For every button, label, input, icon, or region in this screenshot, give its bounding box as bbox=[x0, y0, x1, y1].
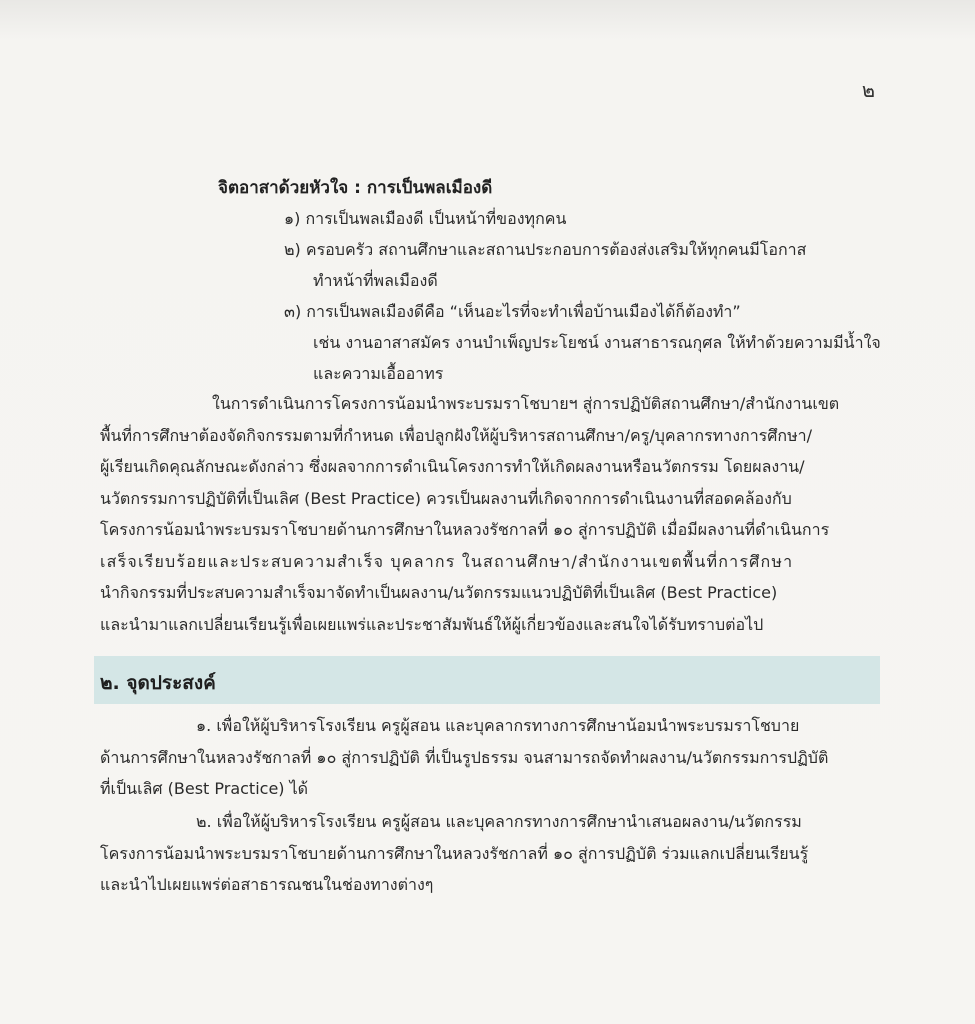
objective-2 bbox=[100, 806, 890, 901]
section-title: ๒. จุดประสงค์ bbox=[100, 672, 216, 694]
objective-line: และนำไปเผยแพร่ต่อสาธารณชนในช่องทางต่างๆ bbox=[100, 875, 434, 894]
intro-line: ในการดำเนินการโครงการน้อมนำพระบรมราโชบายฯ สู่การปฏิบัติสถานศึกษา/สำนักงานเขต bbox=[212, 394, 840, 413]
objective-line: ๑. เพื่อให้ผู้บริหารโรงเรียน ครูผู้สอน และบุคลากรทางการศึกษาน้อมนำพระบรมราโชบาย bbox=[196, 716, 800, 735]
objective-line: โครงการน้อมนำพระบรมราโชบายด้านการศึกษาในหลวงรัชกาลที่ ๑๐ สู่การปฏิบัติ ร่วมแลกเปลี่ยนเรียนรู้ bbox=[100, 843, 809, 863]
intro-line: เสร็จเรียบร้อยและประสบความสำเร็จ บุคลากร ในสถานศึกษา/สำนักงานเขตพื้นที่การศึกษา bbox=[100, 551, 794, 571]
virtue-item-2: ๒) ครอบครัว สถานศึกษาและสถานประกอบการต้องส่งเสริมให้ทุกคนมีโอกาส bbox=[284, 240, 807, 259]
intro-line: และนำมาแลกเปลี่ยนเรียนรู้เพื่อเผยแพร่และประชาสัมพันธ์ให้ผู้เกี่ยวข้องและสนใจได้รับทราบต่อไป bbox=[100, 614, 764, 634]
virtue-item-3: ๓) การเป็นพลเมืองดีคือ “เห็นอะไรที่จะทำเพื่อบ้านเมืองได้ก็ต้องทำ” bbox=[284, 302, 741, 321]
intro-line: นำกิจกรรมที่ประสบความสำเร็จมาจัดทำเป็นผลงาน/นวัตกรรมแนวปฏิบัติที่เป็นเลิศ (Best Practice) bbox=[100, 583, 778, 602]
objective-line: ด้านการศึกษาในหลวงรัชกาลที่ ๑๐ สู่การปฏิบัติ ที่เป็นรูปธรรม จนสามารถจัดทำผลงาน/นวัตกรรมการปฏิบัติ bbox=[100, 747, 829, 767]
virtue-item-1: ๑) การเป็นพลเมืองดี เป็นหน้าที่ของทุกคน bbox=[284, 209, 567, 228]
page-number: ๒ bbox=[861, 78, 875, 102]
intro-line: ผู้เรียนเกิดคุณลักษณะดังกล่าว ซึ่งผลจากการดำเนินโครงการทำให้เกิดผลงานหรือนวัตกรรม โดยผลงาน/ bbox=[100, 457, 805, 476]
intro-line: พื้นที่การศึกษาต้องจัดกิจกรรมตามที่กำหนด เพื่อปลูกฝังให้ผู้บริหารสถานศึกษา/ครู/บุคลากรทางการศึกษา/ bbox=[100, 425, 813, 445]
objective-line: ที่เป็นเลิศ (Best Practice) ได้ bbox=[100, 779, 309, 798]
virtue-item-3-cont: เช่น งานอาสาสมัคร งานบำเพ็ญประโยชน์ งานสาธารณกุศล ให้ทำด้วยความมีน้ำใจ bbox=[313, 333, 881, 352]
virtue-heading: จิตอาสาด้วยหัวใจ : การเป็นพลเมืองดี bbox=[218, 178, 493, 198]
virtue-item-3-cont-2: และความเอื้ออาทร bbox=[313, 364, 444, 383]
virtue-item-2-cont: ทำหน้าที่พลเมืองดี bbox=[313, 271, 438, 290]
intro-line: โครงการน้อมนำพระบรมราโชบายด้านการศึกษาในหลวงรัชกาลที่ ๑๐ สู่การปฏิบัติ เมื่อมีผลงานที่ดำเนินการ bbox=[100, 520, 830, 539]
intro-line: นวัตกรรมการปฏิบัติที่เป็นเลิศ (Best Practice) ควรเป็นผลงานที่เกิดจากการดำเนินงานที่สอดคล้องกับ bbox=[100, 488, 792, 508]
intro-paragraph bbox=[100, 388, 890, 640]
objective-1 bbox=[100, 710, 890, 805]
objective-line: ๒. เพื่อให้ผู้บริหารโรงเรียน ครูผู้สอน และบุคลากรทางการศึกษานำเสนอผลงาน/นวัตกรรม bbox=[196, 812, 802, 831]
